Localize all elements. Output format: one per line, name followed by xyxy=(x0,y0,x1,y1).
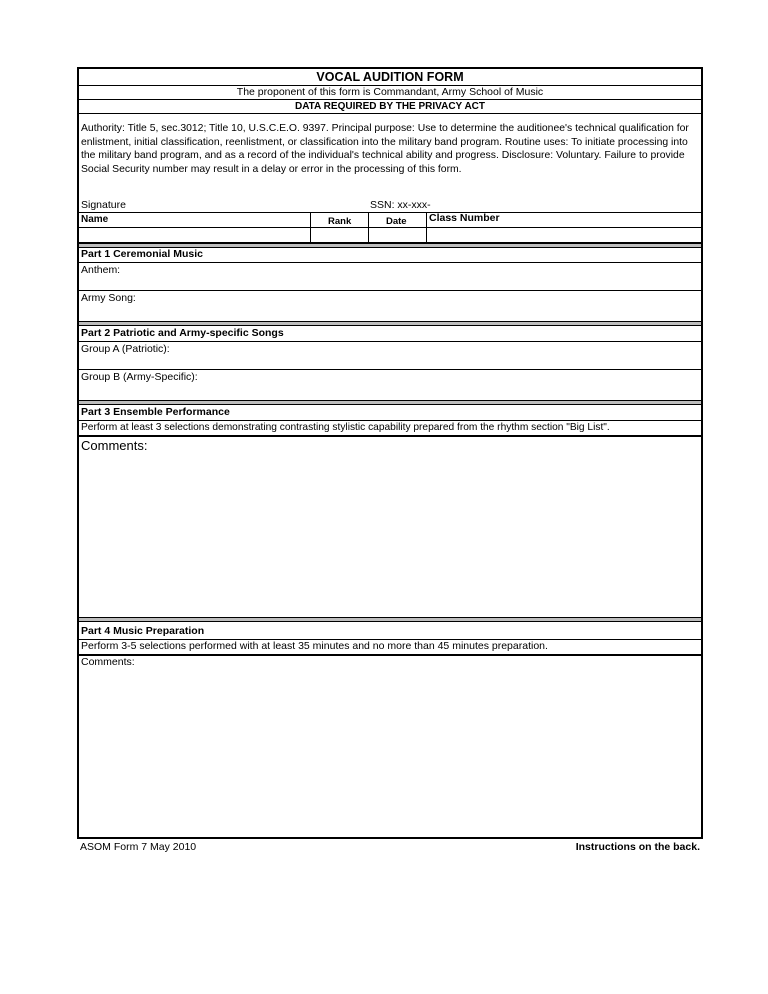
privacy-act-statement: Authority: Title 5, sec.3012; Title 10, U.S.C.E.O. 9397. Principal purpose: Use to determine the auditionee's technical qualification for enlistment, initial classification, reenlistment, or classification into the military band program. Routine uses: To initiate processing into the military band program, and as a record of the individual's technical ability and progress. Disclosure: Voluntary. Failure to provide Social Security number may result in a delay or error in the processing of this form. xyxy=(81,123,689,175)
section-separator xyxy=(79,321,701,326)
instructions-note: Instructions on the back. xyxy=(575,841,700,853)
ssn-label: SSN: xx-xxx- xyxy=(370,199,431,211)
part1-heading: Part 1 Ceremonial Music xyxy=(81,248,203,260)
name-field[interactable] xyxy=(79,228,310,242)
form-title: VOCAL AUDITION FORM xyxy=(316,70,464,84)
rank-label: Rank xyxy=(328,216,352,227)
army-song-label: Army Song: xyxy=(81,292,136,304)
form-identifier: ASOM Form 7 May 2010 xyxy=(80,841,197,853)
rank-field[interactable] xyxy=(311,228,368,242)
part3-comments-label: Comments: xyxy=(81,438,148,453)
group-b-field[interactable] xyxy=(79,370,701,400)
section-separator xyxy=(79,617,701,622)
date-label: Date xyxy=(386,216,407,227)
section-separator xyxy=(79,400,701,405)
class-number-field[interactable] xyxy=(427,228,701,242)
group-b-label: Group B (Army-Specific): xyxy=(81,371,198,383)
name-label: Name xyxy=(81,214,109,225)
signature-label: Signature xyxy=(81,199,126,211)
part2-heading: Part 2 Patriotic and Army-specific Songs xyxy=(81,327,284,339)
part3-instruction: Perform at least 3 selections demonstrating contrasting stylistic capability prepared from the rhythm section "Big List". xyxy=(81,422,610,433)
divider xyxy=(79,113,701,114)
date-field[interactable] xyxy=(369,228,426,242)
part4-comments-field[interactable] xyxy=(79,669,701,837)
divider xyxy=(79,435,701,437)
part4-instruction: Perform 3-5 selections performed with at least 35 minutes and no more than 45 minutes preparation. xyxy=(81,640,548,652)
part4-heading: Part 4 Music Preparation xyxy=(81,625,205,637)
divider xyxy=(79,654,701,656)
group-a-field[interactable] xyxy=(79,342,701,369)
part4-comments-label: Comments: xyxy=(81,656,135,668)
divider xyxy=(79,212,701,213)
part3-comments-field[interactable] xyxy=(79,453,701,616)
anthem-field[interactable] xyxy=(79,263,701,290)
army-song-field[interactable] xyxy=(79,291,701,321)
privacy-act-heading: DATA REQUIRED BY THE PRIVACY ACT xyxy=(294,101,485,112)
group-a-label: Group A (Patriotic): xyxy=(81,343,170,355)
vocal-audition-form xyxy=(77,67,703,839)
class-number-label: Class Number xyxy=(429,212,500,224)
proponent-line: The proponent of this form is Commandant, Army School of Music xyxy=(236,86,544,98)
anthem-label: Anthem: xyxy=(81,264,121,276)
part3-heading: Part 3 Ensemble Performance xyxy=(81,406,230,418)
